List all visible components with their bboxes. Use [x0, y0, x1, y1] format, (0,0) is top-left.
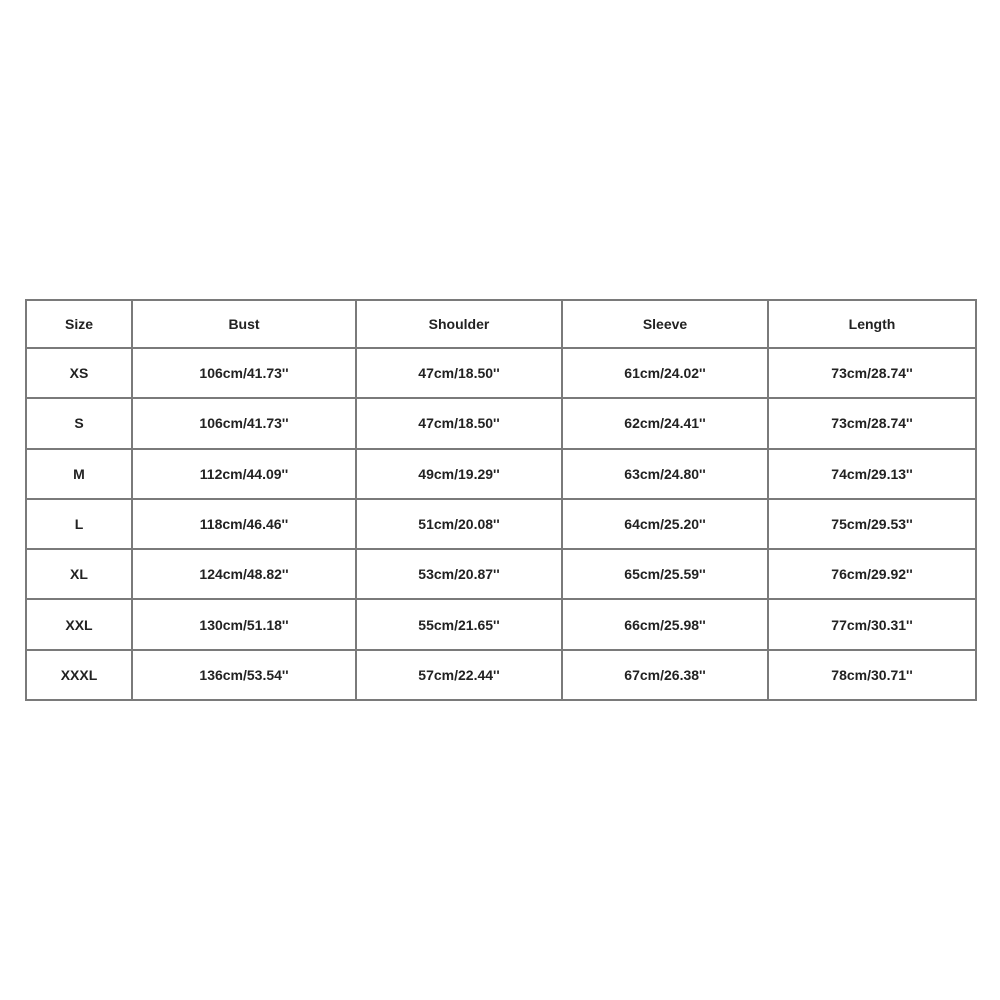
size-chart-table: [25, 299, 977, 701]
cell-sleeve: 67cm/26.38'': [562, 650, 768, 700]
cell-bust: 118cm/46.46'': [132, 499, 356, 549]
cell-size: L: [26, 499, 132, 549]
cell-size: XL: [26, 549, 132, 599]
header-length: Length: [768, 300, 976, 348]
cell-length: 78cm/30.71'': [768, 650, 976, 700]
cell-bust: 136cm/53.54'': [132, 650, 356, 700]
cell-sleeve: 64cm/25.20'': [562, 499, 768, 549]
table-row: [26, 449, 976, 499]
cell-size: M: [26, 449, 132, 499]
cell-sleeve: 66cm/25.98'': [562, 599, 768, 649]
cell-size: S: [26, 398, 132, 448]
table-row: [26, 549, 976, 599]
cell-shoulder: 51cm/20.08'': [356, 499, 562, 549]
table-row: [26, 398, 976, 448]
cell-sleeve: 62cm/24.41'': [562, 398, 768, 448]
cell-length: 73cm/28.74'': [768, 348, 976, 398]
cell-shoulder: 53cm/20.87'': [356, 549, 562, 599]
cell-length: 76cm/29.92'': [768, 549, 976, 599]
cell-shoulder: 49cm/19.29'': [356, 449, 562, 499]
cell-bust: 130cm/51.18'': [132, 599, 356, 649]
table-row: [26, 650, 976, 700]
cell-size: XS: [26, 348, 132, 398]
table-row: [26, 499, 976, 549]
cell-bust: 106cm/41.73'': [132, 348, 356, 398]
header-size: Size: [26, 300, 132, 348]
cell-length: 77cm/30.31'': [768, 599, 976, 649]
cell-shoulder: 47cm/18.50'': [356, 348, 562, 398]
cell-shoulder: 47cm/18.50'': [356, 398, 562, 448]
cell-bust: 124cm/48.82'': [132, 549, 356, 599]
cell-shoulder: 55cm/21.65'': [356, 599, 562, 649]
cell-length: 74cm/29.13'': [768, 449, 976, 499]
cell-shoulder: 57cm/22.44'': [356, 650, 562, 700]
cell-bust: 106cm/41.73'': [132, 398, 356, 448]
table-header-row: [26, 300, 976, 348]
header-shoulder: Shoulder: [356, 300, 562, 348]
header-bust: Bust: [132, 300, 356, 348]
cell-length: 73cm/28.74'': [768, 398, 976, 448]
cell-length: 75cm/29.53'': [768, 499, 976, 549]
cell-size: XXL: [26, 599, 132, 649]
cell-sleeve: 61cm/24.02'': [562, 348, 768, 398]
cell-size: XXXL: [26, 650, 132, 700]
cell-bust: 112cm/44.09'': [132, 449, 356, 499]
table-row: [26, 599, 976, 649]
cell-sleeve: 65cm/25.59'': [562, 549, 768, 599]
table-row: [26, 348, 976, 398]
header-sleeve: Sleeve: [562, 300, 768, 348]
cell-sleeve: 63cm/24.80'': [562, 449, 768, 499]
